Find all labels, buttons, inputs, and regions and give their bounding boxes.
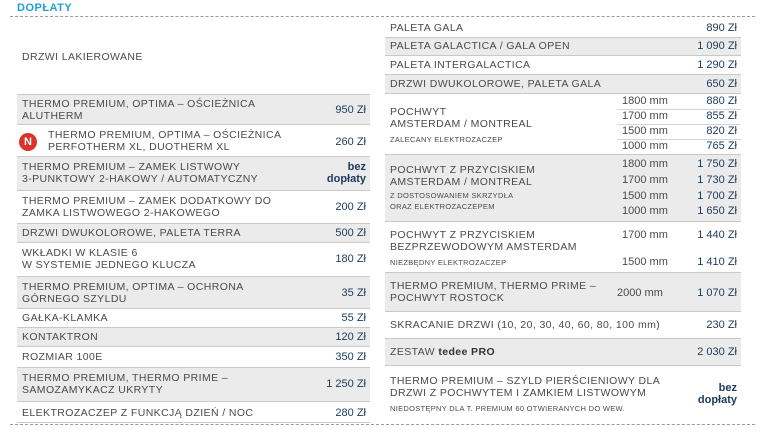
- table-row: [385, 38, 741, 56]
- row-price: 880 Zł: [706, 95, 737, 107]
- table-row: [17, 125, 370, 157]
- table-row: [17, 309, 370, 328]
- table-row: [385, 339, 741, 366]
- row-note: Z DOSTOSOWANIEM SKRZYDŁA ORAZ ELEKTROZACZEPEM: [390, 191, 514, 211]
- table-row: [17, 402, 370, 423]
- table-row: [385, 155, 741, 222]
- row-price: 35 Zł: [341, 287, 366, 299]
- table-row: [17, 95, 370, 125]
- row-price: 1 070 Zł: [697, 287, 737, 299]
- row-price: 1 250 Zł: [326, 378, 366, 390]
- row-price: 350 Zł: [335, 351, 366, 363]
- row-label: ROZMIAR 100E: [22, 351, 103, 363]
- row-price: 180 Zł: [335, 253, 366, 265]
- row-label: THERMO PREMIUM – SZYLD PIERŚCIENIOWY DLA DRZWI Z POCHWYTEM I ZAMKIEM LISTWOWYM: [390, 375, 661, 399]
- size-label: 2000 mm: [617, 287, 663, 299]
- row-price: 1 090 Zł: [697, 40, 737, 52]
- table-row: [17, 328, 370, 347]
- row-label: THERMO PREMIUM, OPTIMA – OŚCIEŻNICA PERFOTHERM XL, DUOTHERM XL: [48, 129, 282, 153]
- row-price: 855 Zł: [706, 110, 737, 122]
- tedee-brand: tedee PRO: [438, 346, 496, 358]
- table-row: [385, 273, 741, 312]
- row-label: POCHWYT Z PRZYCISKIEM AMSTERDAM / MONTREAL: [390, 164, 536, 188]
- size-label: 1700 mm: [622, 174, 668, 186]
- size-label: 1000 mm: [622, 205, 668, 217]
- row-label: DRZWI LAKIEROWANE: [22, 51, 143, 63]
- row-label: THERMO PREMIUM, THERMO PRIME – POCHWYT ROSTOCK: [390, 280, 597, 304]
- row-price: 820 Zł: [706, 125, 737, 137]
- table-row: [17, 347, 370, 368]
- row-price: bez dopłaty: [326, 161, 366, 185]
- row-label: WKŁADKI W KLASIE 6 W SYSTEMIE JEDNEGO KLUCZA: [22, 247, 196, 271]
- table-row: [385, 75, 741, 94]
- size-label: 1800 mm: [622, 158, 668, 170]
- row-price: 230 Zł: [706, 319, 737, 331]
- row-price: 55 Zł: [341, 312, 366, 324]
- row-note: NIEZBĘDNY ELEKTROZACZEP: [390, 258, 507, 267]
- row-price: bez dopłaty: [697, 382, 737, 406]
- row-price: 1 410 Zł: [697, 256, 737, 268]
- table-row: [17, 368, 370, 402]
- row-label: GAŁKA-KLAMKA: [22, 312, 108, 324]
- table-row: [385, 56, 741, 75]
- table-row: [17, 277, 370, 309]
- row-label: THERMO PREMIUM, OPTIMA – OCHRONA GÓRNEGO SZYLDU: [22, 281, 244, 305]
- row-price: 1 750 Zł: [697, 158, 737, 170]
- table-row: [385, 20, 741, 38]
- table-row: [17, 224, 370, 243]
- size-label: 1700 mm: [622, 229, 668, 241]
- row-price: 280 Zł: [335, 407, 366, 419]
- row-price: 260 Zł: [335, 136, 366, 148]
- table-row: [17, 157, 370, 191]
- row-price: 950 Zł: [335, 104, 366, 116]
- row-label: PALETA GALA: [390, 22, 464, 34]
- row-note: NIEDOSTĘPNY DLA T. PREMIUM 60 OTWIERANYCH DO WEW.: [390, 404, 625, 413]
- row-label: KONTAKTRON: [22, 331, 99, 343]
- size-label: 1500 mm: [622, 256, 668, 268]
- new-badge-icon: N: [19, 133, 37, 151]
- row-label: THERMO PREMIUM, THERMO PRIME – SAMOZAMYKACZ UKRYTY: [22, 372, 229, 396]
- row-label: PALETA GALACTICA / GALA OPEN: [390, 40, 571, 52]
- table-row: [385, 94, 741, 155]
- table-row: [17, 18, 370, 95]
- table-row: [385, 222, 741, 273]
- row-label: DRZWI DWUKOLOROWE, PALETA TERRA: [22, 227, 241, 239]
- row-label: [390, 346, 495, 358]
- row-label: THERMO PREMIUM – ZAMEK LISTWOWY 3-PUNKTOWY 2-HAKOWY / AUTOMATYCZNY: [22, 161, 259, 185]
- row-price: 2 030 Zł: [697, 346, 737, 358]
- row-price: 500 Zł: [335, 227, 366, 239]
- row-price: 890 Zł: [706, 22, 737, 34]
- row-label: POCHWYT Z PRZYCISKIEM BEZPRZEWODOWYM AMSTERDAM: [390, 229, 577, 253]
- row-price: 650 Zł: [706, 78, 737, 90]
- row-label: ELEKTROZACZEP Z FUNKCJĄ DZIEŃ / NOC: [22, 407, 254, 419]
- table-row: [385, 312, 741, 339]
- row-price: 1 290 Zł: [697, 59, 737, 71]
- row-label: THERMO PREMIUM – ZAMEK DODATKOWY DO ZAMKA LISTWOWEGO 2-HAKOWEGO: [22, 195, 272, 219]
- row-price: 1 650 Zł: [697, 205, 737, 217]
- row-price: 1 700 Zł: [697, 190, 737, 202]
- bottom-divider: [10, 424, 755, 425]
- row-price: 1 730 Zł: [697, 174, 737, 186]
- zestaw-label: ZESTAW: [390, 346, 435, 358]
- row-label: SKRACANIE DRZWI (10, 20, 30, 40, 60, 80, 100 mm): [390, 319, 661, 331]
- size-label: 1500 mm: [622, 190, 668, 202]
- row-label: PALETA INTERGALACTICA: [390, 59, 531, 71]
- table-row: [385, 366, 741, 418]
- row-price: 765 Zł: [706, 140, 737, 152]
- row-price: 1 440 Zł: [697, 229, 737, 241]
- top-divider: [10, 16, 755, 17]
- size-label: 1000 mm: [622, 140, 668, 152]
- row-price: 200 Zł: [335, 201, 366, 213]
- row-label: POCHWYT AMSTERDAM / MONTREAL: [390, 106, 533, 130]
- row-price: 120 Zł: [335, 331, 366, 343]
- row-label: THERMO PREMIUM, OPTIMA – OŚCIEŻNICA ALUTHERM: [22, 98, 256, 122]
- size-label: 1500 mm: [622, 125, 668, 137]
- section-title: DOPŁATY: [17, 2, 73, 14]
- size-label: 1700 mm: [622, 110, 668, 122]
- size-label: 1800 mm: [622, 95, 668, 107]
- table-row: [17, 191, 370, 224]
- row-label: DRZWI DWUKOLOROWE, PALETA GALA: [390, 78, 602, 90]
- table-row: [17, 243, 370, 277]
- row-note: ZALECANY ELEKTROZACZEP: [390, 135, 503, 144]
